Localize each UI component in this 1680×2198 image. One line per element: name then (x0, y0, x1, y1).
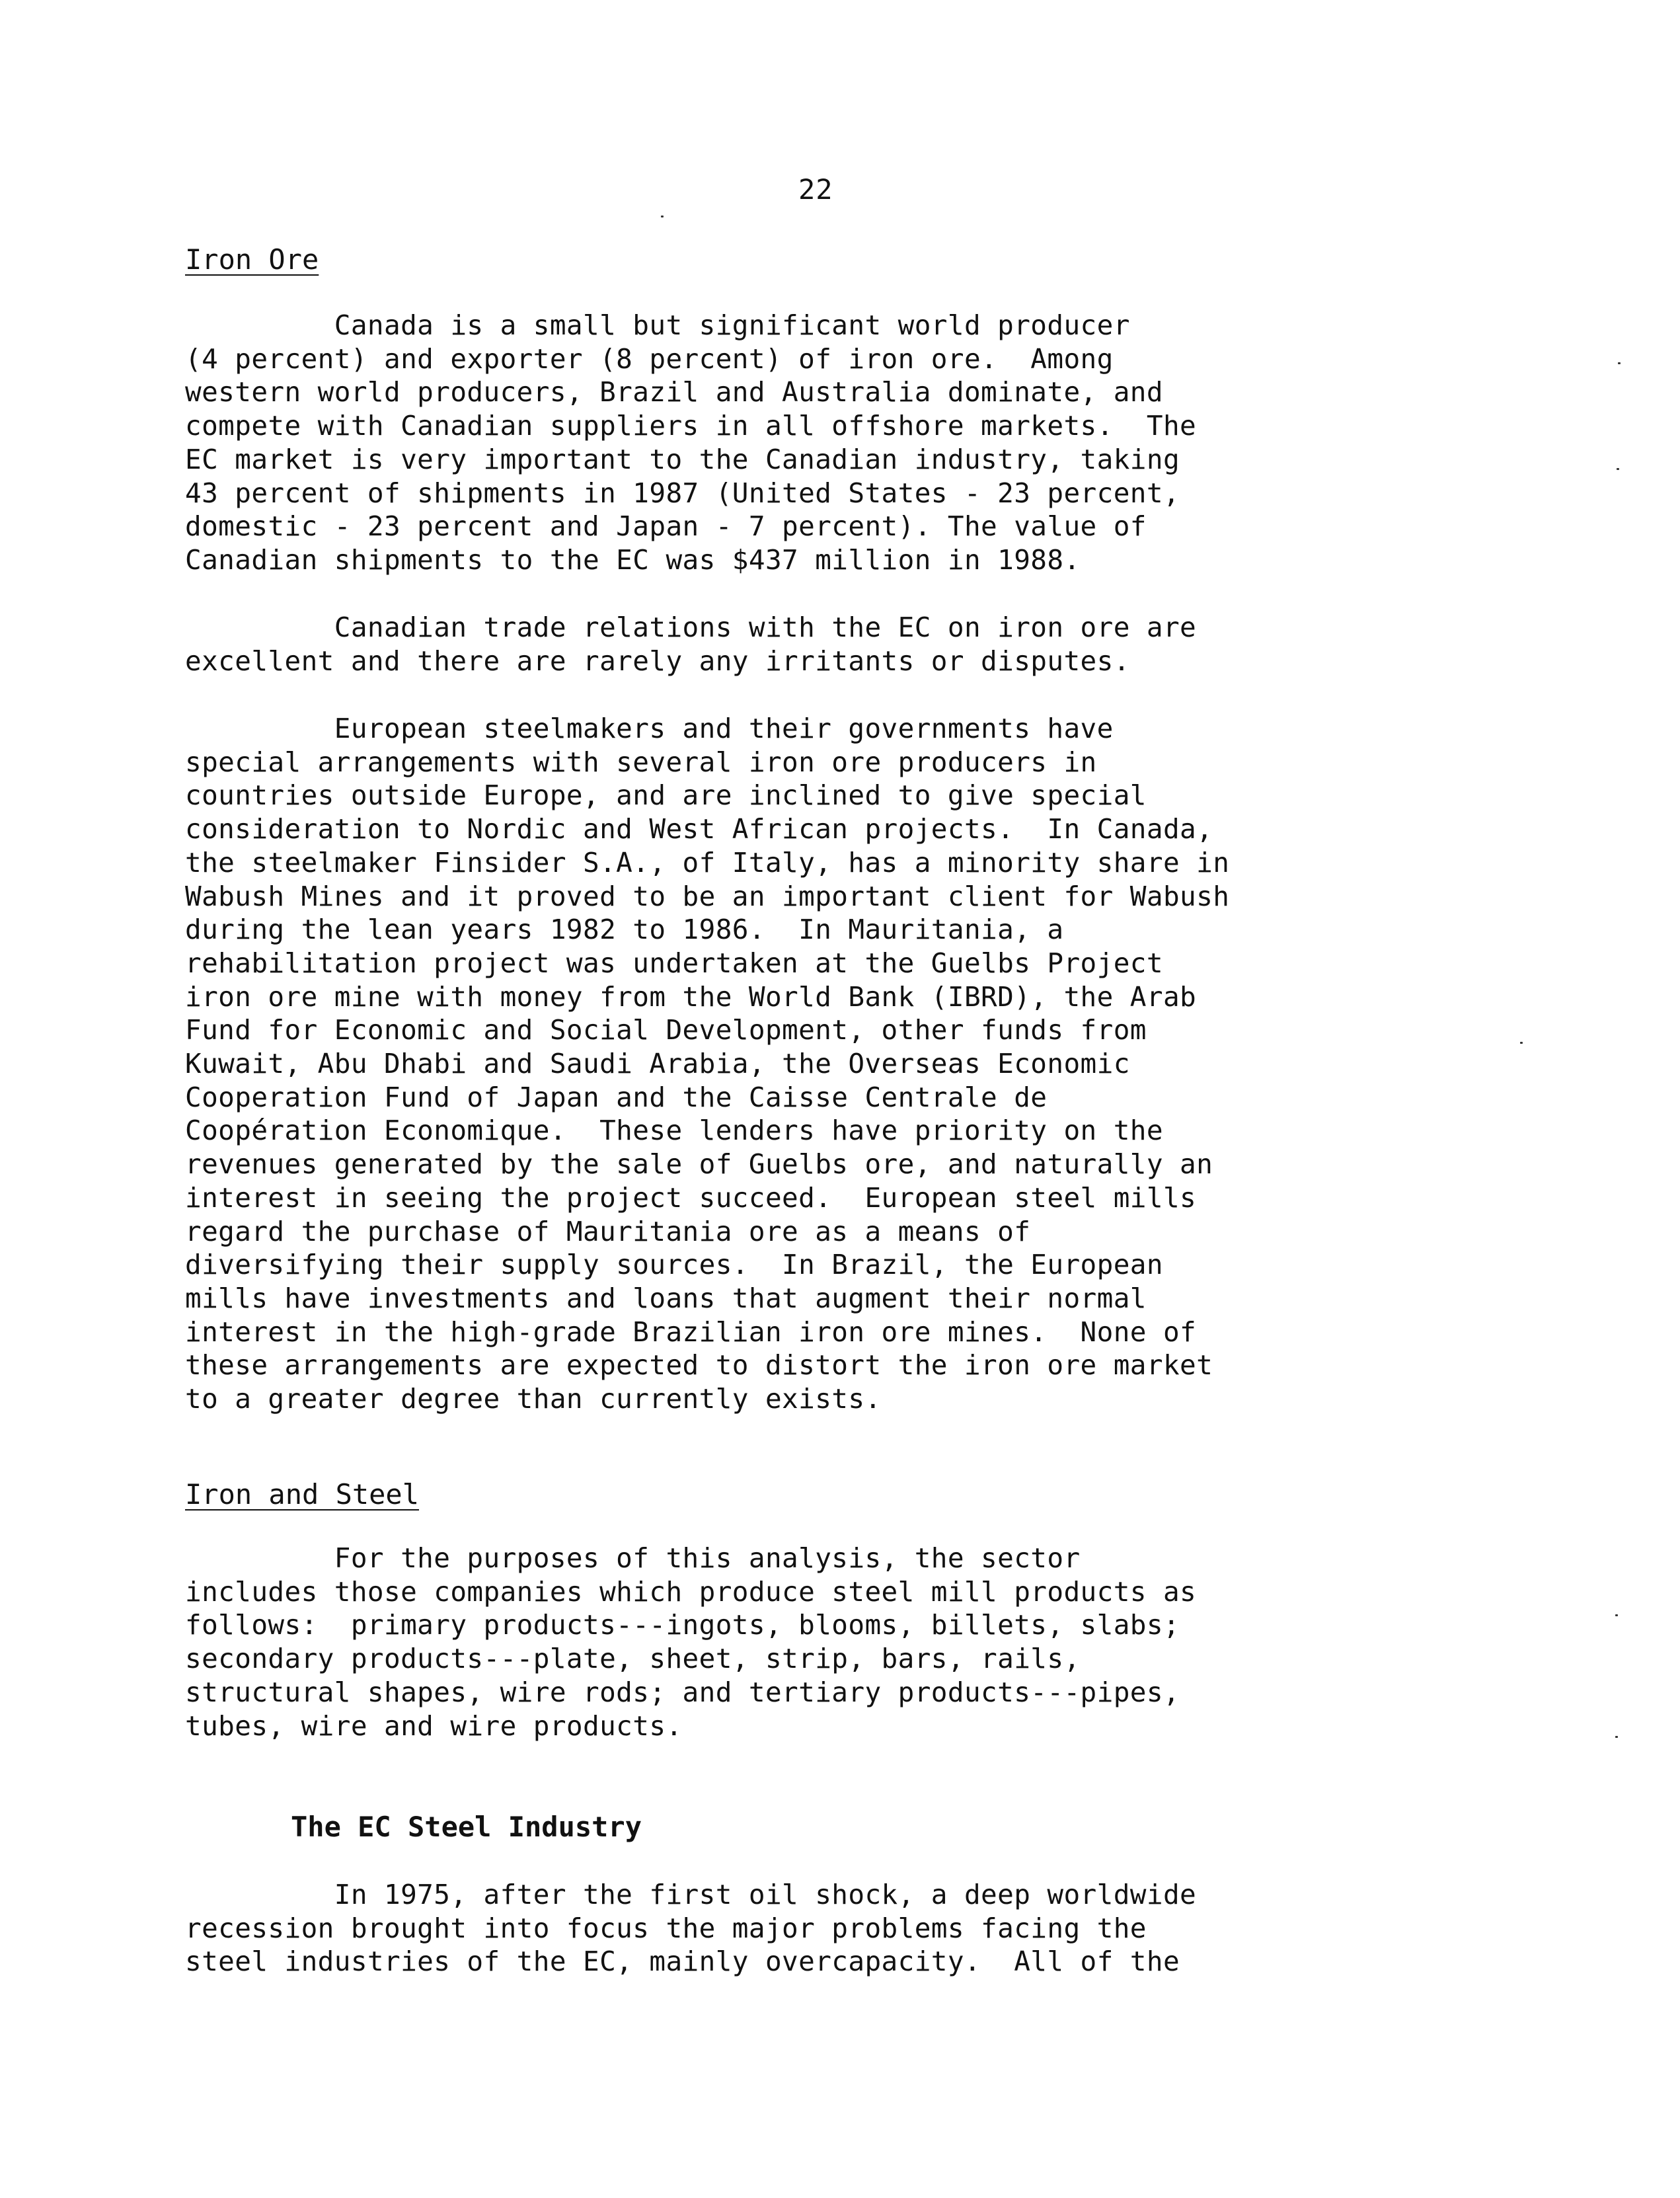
text-line: Cooperation Fund of Japan and the Caisse Centrale de (185, 1081, 1048, 1113)
text-line: special arrangements with several iron ore producers in (185, 746, 1097, 778)
text-line: In 1975, after the first oil shock, a deep worldwide (185, 1879, 1197, 1910)
text-line: Kuwait, Abu Dhabi and Saudi Arabia, the Overseas Economic (185, 1048, 1130, 1080)
paragraph-iron-ore-2 (185, 611, 1665, 678)
section-heading-iron-ore: Iron Ore (185, 243, 319, 276)
text-line: includes those companies which produce steel mill products as (185, 1575, 1197, 1608)
page-number: 22 (798, 173, 833, 206)
text-line: Canadian trade relations with the EC on iron ore are (185, 611, 1197, 643)
scan-speck (1615, 1736, 1618, 1738)
scan-speck (1617, 468, 1619, 470)
paragraph-iron-ore-3 (185, 712, 1665, 1416)
text-line: Wabush Mines and it proved to be an important client for Wabush (185, 880, 1230, 912)
scan-speck (661, 216, 664, 217)
text-line: follows: primary products---ingots, blooms, billets, slabs; (185, 1609, 1180, 1641)
text-line: mills have investments and loans that augment their normal (185, 1282, 1147, 1314)
text-line: countries outside Europe, and are inclined to give special (185, 779, 1147, 812)
text-line: these arrangements are expected to distort the iron ore market (185, 1349, 1213, 1382)
scan-speck (1520, 1042, 1523, 1044)
text-line: during the lean years 1982 to 1986. In Mauritania, a (185, 914, 1064, 946)
text-line: the steelmaker Finsider S.A., of Italy, has a minority share in (185, 846, 1230, 879)
text-line: Canadian shipments to the EC was $437 million in 1988. (185, 543, 1081, 576)
text-line: steel industries of the EC, mainly overcapacity. All of the (185, 1945, 1180, 1978)
text-line: regard the purchase of Mauritania ore as a means of (185, 1215, 1031, 1247)
text-line: secondary products---plate, sheet, strip, bars, rails, (185, 1643, 1081, 1675)
subsection-heading-ec-steel-industry: The EC Steel Industry (291, 1811, 642, 1843)
text-line: EC market is very important to the Canadian industry, taking (185, 443, 1180, 475)
text-line: consideration to Nordic and West African projects. In Canada, (185, 813, 1213, 845)
text-line: excellent and there are rarely any irritants or disputes. (185, 645, 1130, 677)
paragraph-iron-ore-1 (185, 309, 1665, 577)
text-line: structural shapes, wire rods; and tertiary products---pipes, (185, 1676, 1180, 1708)
text-line: European steelmakers and their governments have (185, 713, 1114, 744)
text-line: For the purposes of this analysis, the sector (185, 1542, 1081, 1574)
text-line: domestic - 23 percent and Japan - 7 percent). The value of (185, 510, 1147, 543)
text-line: compete with Canadian suppliers in all offshore markets. The (185, 410, 1197, 442)
text-line: iron ore mine with money from the World Bank (IBRD), the Arab (185, 980, 1197, 1013)
text-line: interest in seeing the project succeed. European steel mills (185, 1181, 1197, 1214)
scan-speck (1618, 362, 1621, 364)
text-line: western world producers, Brazil and Australia dominate, and (185, 376, 1163, 409)
text-line: Fund for Economic and Social Development, other funds from (185, 1014, 1147, 1046)
text-line: Coopération Economique. These lenders have priority on the (185, 1115, 1163, 1147)
scan-speck (1615, 1614, 1618, 1616)
text-line: interest in the high-grade Brazilian iron ore mines. None of (185, 1315, 1197, 1348)
text-line: to a greater degree than currently exists. (185, 1383, 882, 1415)
text-line: recession brought into focus the major problems facing the (185, 1912, 1147, 1944)
text-line: (4 percent) and exporter (8 percent) of iron ore. Among (185, 342, 1114, 375)
text-line: diversifying their supply sources. In Brazil, the European (185, 1249, 1163, 1281)
text-line: rehabilitation project was undertaken at the Guelbs Project (185, 947, 1163, 979)
section-heading-iron-and-steel: Iron and Steel (185, 1478, 420, 1511)
text-line: tubes, wire and wire products. (185, 1709, 683, 1742)
paragraph-iron-and-steel-1 (185, 1542, 1665, 1743)
text-line: 43 percent of shipments in 1987 (United States - 23 percent, (185, 477, 1180, 509)
text-line: Canada is a small but significant world producer (185, 309, 1130, 341)
text-line: revenues generated by the sale of Guelbs ore, and naturally an (185, 1148, 1213, 1181)
paragraph-ec-steel-1 (185, 1878, 1665, 1979)
